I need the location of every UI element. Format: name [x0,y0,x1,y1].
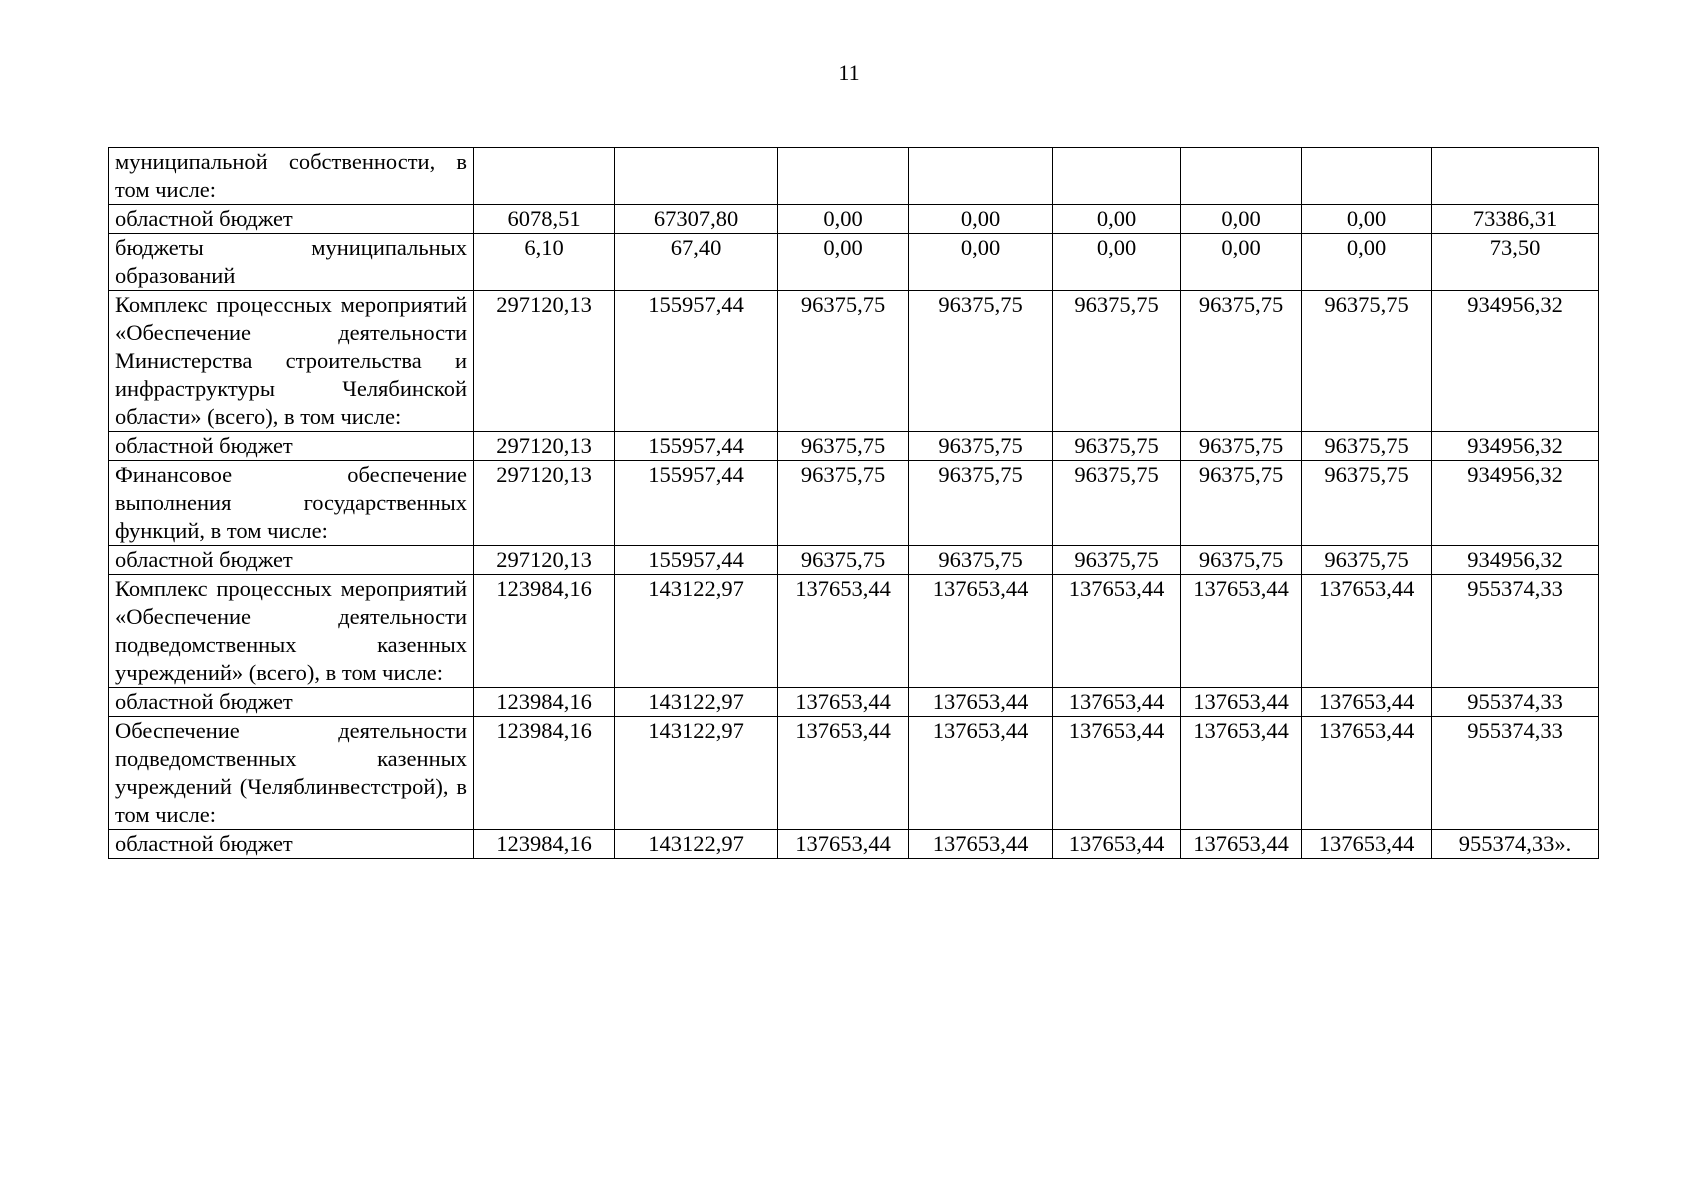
row-name-cell: областной бюджет [109,546,474,575]
value-cell: 297120,13 [474,461,615,546]
value-cell: 0,00 [1302,205,1432,234]
value-cell [1181,148,1302,205]
table-row [109,148,1599,205]
value-cell: 155957,44 [615,461,778,546]
value-cell: 137653,44 [1181,688,1302,717]
value-cell: 96375,75 [1302,291,1432,432]
value-cell: 0,00 [778,234,909,291]
row-name-cell: областной бюджет [109,688,474,717]
value-cell: 934956,32 [1432,546,1599,575]
value-cell: 137653,44 [1302,575,1432,688]
value-cell: 123984,16 [474,688,615,717]
value-cell: 96375,75 [778,546,909,575]
value-cell: 137653,44 [1053,830,1181,859]
value-cell: 137653,44 [1053,688,1181,717]
value-cell: 0,00 [1302,234,1432,291]
value-cell: 0,00 [1181,234,1302,291]
value-cell: 297120,13 [474,291,615,432]
value-cell: 143122,97 [615,830,778,859]
row-name-cell: областной бюджет [109,205,474,234]
value-cell: 297120,13 [474,432,615,461]
value-cell: 137653,44 [909,688,1053,717]
value-cell [1432,148,1599,205]
value-cell: 0,00 [1053,234,1181,291]
value-cell: 0,00 [909,234,1053,291]
value-cell: 96375,75 [1302,432,1432,461]
value-cell [615,148,778,205]
row-name-cell: муниципальной собственности, в том числе: [109,148,474,205]
value-cell: 96375,75 [909,461,1053,546]
value-cell: 123984,16 [474,575,615,688]
page-number: 11 [838,60,860,85]
row-name-cell: Комплекс процессных мероприятий «Обеспечение деятельности Министерства строительства и инфраструктуры Челябинской области» (всего), в том числе: [109,291,474,432]
table-row [109,461,1599,546]
value-cell: 955374,33 [1432,575,1599,688]
value-cell: 6,10 [474,234,615,291]
value-cell: 137653,44 [1302,830,1432,859]
row-name-cell: областной бюджет [109,432,474,461]
value-cell: 96375,75 [1302,546,1432,575]
value-cell: 137653,44 [1302,688,1432,717]
value-cell: 67,40 [615,234,778,291]
value-cell: 955374,33 [1432,717,1599,830]
value-cell: 96375,75 [1053,432,1181,461]
value-cell: 96375,75 [1181,546,1302,575]
value-cell: 73,50 [1432,234,1599,291]
value-cell: 137653,44 [1181,830,1302,859]
value-cell: 934956,32 [1432,432,1599,461]
value-cell: 0,00 [1181,205,1302,234]
value-cell [1302,148,1432,205]
table-row [109,717,1599,830]
value-cell: 137653,44 [1053,717,1181,830]
value-cell: 155957,44 [615,432,778,461]
value-cell: 0,00 [1053,205,1181,234]
value-cell: 155957,44 [615,546,778,575]
value-cell [778,148,909,205]
value-cell: 96375,75 [1302,461,1432,546]
value-cell: 96375,75 [1053,291,1181,432]
value-cell: 96375,75 [1053,461,1181,546]
value-cell: 155957,44 [615,291,778,432]
value-cell: 137653,44 [1302,717,1432,830]
value-cell: 137653,44 [778,717,909,830]
value-cell: 96375,75 [1053,546,1181,575]
row-name-cell: Финансовое обеспечение выполнения государственных функций, в том числе: [109,461,474,546]
row-name-cell: бюджеты муниципальных образований [109,234,474,291]
value-cell: 96375,75 [1181,291,1302,432]
value-cell: 143122,97 [615,575,778,688]
value-cell: 137653,44 [778,830,909,859]
value-cell [474,148,615,205]
value-cell: 96375,75 [778,291,909,432]
value-cell: 6078,51 [474,205,615,234]
value-cell: 934956,32 [1432,291,1599,432]
value-cell: 955374,33». [1432,830,1599,859]
value-cell [1053,148,1181,205]
value-cell: 143122,97 [615,688,778,717]
value-cell: 0,00 [778,205,909,234]
value-cell: 67307,80 [615,205,778,234]
value-cell: 0,00 [909,205,1053,234]
value-cell: 955374,33 [1432,688,1599,717]
value-cell: 137653,44 [778,688,909,717]
value-cell: 96375,75 [909,432,1053,461]
value-cell: 137653,44 [1181,575,1302,688]
table-row [109,234,1599,291]
value-cell: 123984,16 [474,830,615,859]
table-row [109,688,1599,717]
value-cell: 297120,13 [474,546,615,575]
row-name-cell: областной бюджет [109,830,474,859]
value-cell: 143122,97 [615,717,778,830]
value-cell: 137653,44 [909,830,1053,859]
value-cell: 137653,44 [1053,575,1181,688]
value-cell: 96375,75 [909,546,1053,575]
table-row [109,575,1599,688]
table-row [109,546,1599,575]
value-cell: 96375,75 [1181,432,1302,461]
row-name-cell: Обеспечение деятельности подведомственных казенных учреждений (Челяблинвестстрой), в том числе: [109,717,474,830]
table-row [109,432,1599,461]
table-row [109,291,1599,432]
value-cell: 96375,75 [778,461,909,546]
value-cell: 123984,16 [474,717,615,830]
table-row [109,205,1599,234]
value-cell: 73386,31 [1432,205,1599,234]
budget-table-body [109,148,1599,859]
value-cell: 96375,75 [1181,461,1302,546]
budget-table [108,147,1599,859]
value-cell: 137653,44 [778,575,909,688]
value-cell: 137653,44 [909,717,1053,830]
value-cell [909,148,1053,205]
value-cell: 137653,44 [1181,717,1302,830]
value-cell: 934956,32 [1432,461,1599,546]
row-name-cell: Комплекс процессных мероприятий «Обеспечение деятельности подведомственных казенных учреждений» (всего), в том числе: [109,575,474,688]
value-cell: 96375,75 [778,432,909,461]
value-cell: 137653,44 [909,575,1053,688]
table-row [109,830,1599,859]
value-cell: 96375,75 [909,291,1053,432]
